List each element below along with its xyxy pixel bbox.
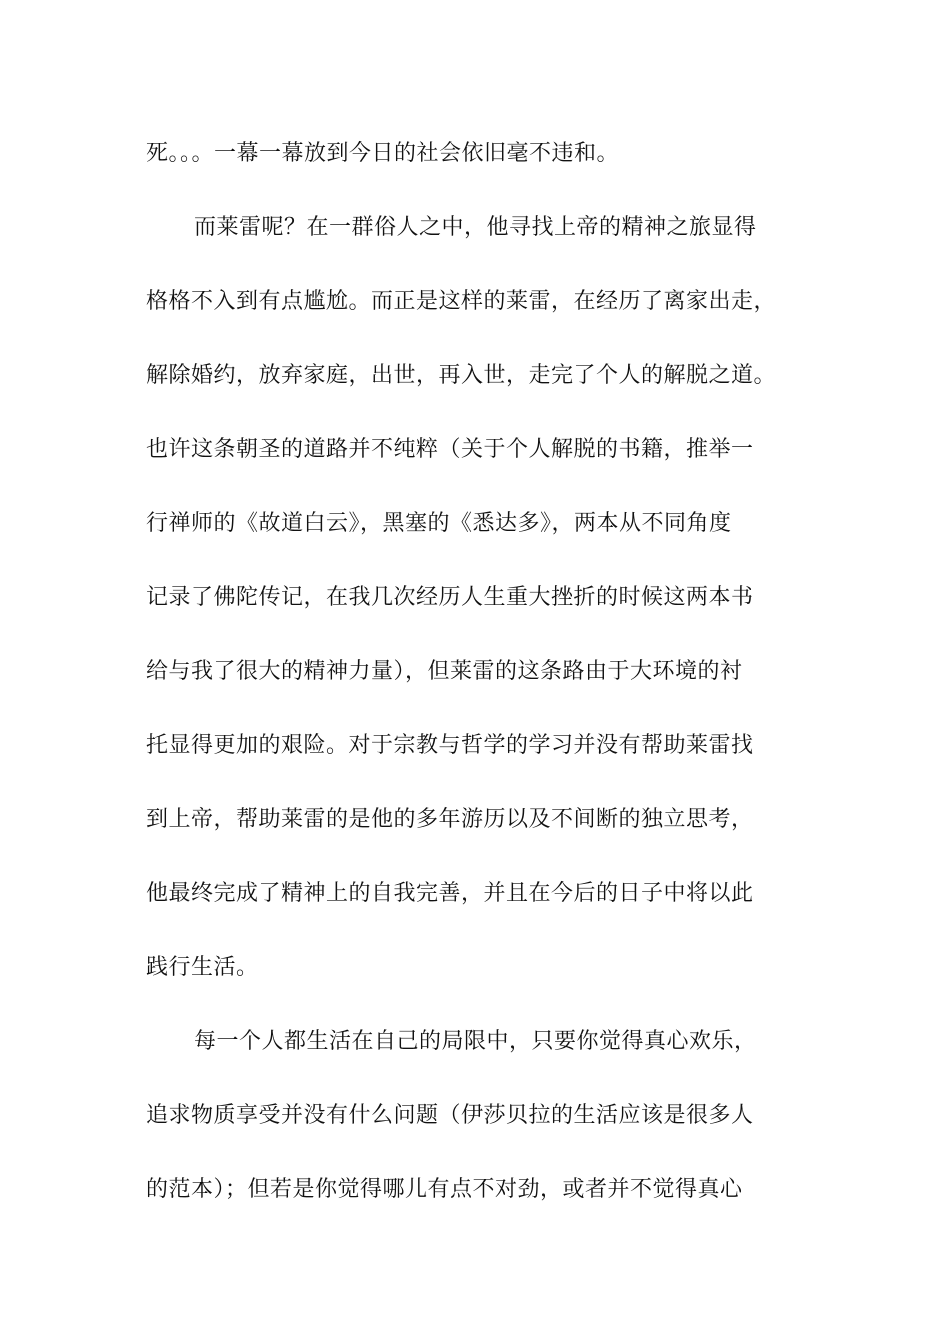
text-line: 践行生活。 (146, 955, 259, 980)
text-line: 追求物质享受并没有什么问题（伊莎贝拉的生活应该是很多人 (146, 1103, 754, 1128)
text-line: 解除婚约，放弃家庭，出世，再入世，走完了个人的解脱之道。 (146, 363, 777, 388)
text-line: 的范本）；但若是你觉得哪儿有点不对劲，或者并不觉得真心 (146, 1177, 743, 1202)
text-line: 格格不入到有点尴尬。而正是这样的莱雷，在经历了离家出走， (146, 289, 777, 314)
paragraph-start-line: 每一个人都生活在自己的局限中，只要你觉得真心欢乐， (194, 1029, 757, 1054)
text-line: 行禅师的《故道白云》，黑塞的《悉达多》，两本从不同角度 (146, 511, 732, 536)
text-line: 给与我了很大的精神力量），但莱雷的这条路由于大环境的衬 (146, 659, 743, 684)
text-line: 到上帝，帮助莱雷的是他的多年游历以及不间断的独立思考， (146, 807, 754, 832)
text-line: 死。。。一幕一幕放到今日的社会依旧毫不违和。 (146, 141, 620, 166)
paragraph-start-line: 而莱雷呢？在一群俗人之中，他寻找上帝的精神之旅显得 (194, 215, 757, 240)
text-line: 记录了佛陀传记，在我几次经历人生重大挫折的时候这两本书 (146, 585, 754, 610)
text-line: 也许这条朝圣的道路并不纯粹（关于个人解脱的书籍，推举一 (146, 437, 754, 462)
text-line: 托显得更加的艰险。对于宗教与哲学的学习并没有帮助莱雷找 (146, 733, 754, 758)
body-text (146, 124, 806, 1234)
text-line: 他最终完成了精神上的自我完善，并且在今后的日子中将以此 (146, 881, 754, 906)
